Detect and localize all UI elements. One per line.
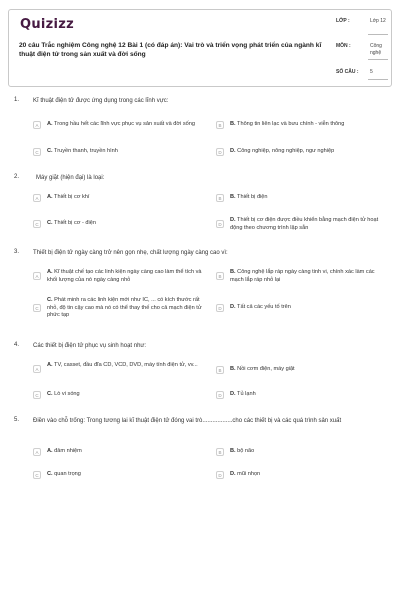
subject-value: Công nghệ	[370, 43, 382, 56]
question-number: 3.	[14, 249, 20, 255]
option-text: Tủ lạnh	[237, 391, 256, 397]
question-text: Thiết bị điện tử ngày càng trở nên gọn nhẹ, chất lượng ngày càng cao vì:	[33, 250, 228, 256]
option-letter-box: C	[33, 220, 41, 228]
question-text: Máy giặt (hiện đại) là loại:	[36, 175, 105, 181]
question-number: 2.	[14, 174, 20, 180]
class-label: LỚP :	[336, 18, 350, 24]
option-letter-box: C	[33, 304, 41, 312]
option-letter-box: A	[33, 272, 41, 280]
option-text: Thiết bị cơ - điện	[54, 220, 96, 226]
worksheet-title: 20 câu Trắc nghiệm Công nghệ 12 Bài 1 (có đáp án): Vai trò và triển vọng phát triển của ngành kĩ thuật điện tử trong sản xuất và đời sống	[19, 42, 322, 58]
quizizz-logo: Quizizz	[20, 17, 75, 32]
worksheet-meta	[331, 10, 393, 88]
question-number: 5.	[14, 417, 20, 423]
option-letter-box: A	[33, 448, 41, 456]
option-text: Thiết bị cơ điện được điều khiển bằng mạch điện tử hoạt động theo chương trình lập sẵn	[230, 217, 379, 231]
option-text: bộ não	[237, 448, 255, 454]
count-label: SỐ CÂU :	[336, 69, 359, 75]
option-letter-box: D	[216, 391, 224, 399]
option-text: Trong hầu hết các lĩnh vực phục vụ sản xuất và đời sống	[54, 121, 195, 127]
question-text: Điền vào chỗ trống: Trong tương lai kĩ thuật điện tử đóng vai trò..................cho các thiết bị và các quá trình sản xuất	[33, 418, 342, 424]
option-text: Truyền thanh, truyền hình	[54, 148, 118, 154]
question-text: Kĩ thuật điện tử được ứng dụng trong các lĩnh vực:	[33, 98, 169, 104]
option-text: Thông tin liên lạc và bưu chính - viễn thông	[237, 121, 345, 127]
option-letter-box: B	[216, 272, 224, 280]
option-letter-box: B	[216, 448, 224, 456]
option-text: Tất cả các yếu tố trên	[237, 304, 291, 310]
option-text: Thiết bị cơ khí	[54, 194, 90, 200]
option-letter-box: C	[33, 471, 41, 479]
option-letter-box: D	[216, 471, 224, 479]
option-text: Phát minh ra các linh kiện mới như IC, ... có kích thước rất nhỏ, độ tin cậy cao mà nó có thể thay thế cho cả mạch điện tử phức tạp	[47, 297, 202, 318]
option-letter-box: C	[33, 391, 41, 399]
worksheet-page: Quizizz 20 câu Trắc nghiệm Công nghệ 12 Bài 1 (có đáp án): Vai trò và triển vọng phát triển của ngành kĩ thuật điện tử trong sản xuất và đời sống LỚP : Lớp 12 MÔN : Công nghệ SỐ CÂU : 5 1. Kĩ thuật điện tử được ứng dụng trong các lĩnh vực: A A. Trong hầu hết các lĩnh vực phục vụ sản xuất và đời sống B B. Thông tin liên lạc và bưu chính - viễn thông C C. Truyền thanh, truyền hình D D. Công nghiệp, nông nghiệp, ngư nghiệp 2. Máy giặt (hiện đại) là loại: A A. Thiết bị cơ khí B B. Thiết bị điện C C. Thiết bị cơ - điện D D. Thiết bị cơ điện được điều khiển bằng mạch điện tử hoạt động theo chương trình lập sẵn 3. Thiết bị điện tử ngày càng trở nên gọn nhẹ, chất lượng ngày càng cao vì: A A. Kĩ thuật chế tạo các linh kiện ngày càng cao làm thể tích và khối lượng của nó ngày càng nhỏ B B. Công nghệ lắp ráp ngày càng tinh vi, chính xác làm các mạch lắp ráp nhỏ lại C C. Phát minh ra các linh kiện mới như IC, ... có kích thước rất nhỏ, độ tin cậy cao mà nó có thể thay thế cho cả mạch điện tử phức tạp D D. Tất cả các yếu tố trên 4. Các thiết bị điện tử phục vụ sinh hoạt như: A A. TV, casset, đầu đĩa CD, VCD, DVD, máy tính điện tử, vv... B B. Nồi cơm điện, máy giặt C C. Lò vi sóng D D. Tủ lạnh 5. Điền vào chỗ trống: Trong tương lai kĩ thuật điện tử đóng vai trò..................cho các thiết bị và các quá trình sản xuất A A. đảm nhiệm B B. bộ não C C. quan trọng D D. mũi nhọn	[0, 0, 400, 600]
option-text: Công nghệ lắp ráp ngày càng tinh vi, chính xác làm các mạch lắp ráp nhỏ lại	[230, 269, 375, 283]
option-letter-box: D	[216, 304, 224, 312]
option-text: quan trọng	[54, 471, 81, 477]
option-text: Nồi cơm điện, máy giặt	[237, 366, 295, 372]
option-text: Thiết bị điện	[237, 194, 268, 200]
option-letter-box: A	[33, 365, 41, 373]
option-text: Kĩ thuật chế tạo các linh kiện ngày càng cao làm thể tích và khối lượng của nó ngày càng nhỏ	[47, 269, 202, 283]
option-letter-box: D	[216, 148, 224, 156]
question-text: Các thiết bị điện tử phục vụ sinh hoạt như:	[33, 343, 147, 349]
option-text: đảm nhiệm	[54, 448, 82, 454]
worksheet-header	[8, 9, 392, 87]
option-text: mũi nhọn	[237, 471, 261, 477]
option-letter-box: B	[216, 366, 224, 374]
option-letter-box: A	[33, 194, 41, 202]
subject-label: MÔN :	[336, 43, 351, 49]
option-text: TV, casset, đầu đĩa CD, VCD, DVD, máy tính điện tử, vv...	[54, 362, 198, 368]
question-number: 4.	[14, 342, 20, 348]
option-letter-box: B	[216, 194, 224, 202]
option-letter-box: A	[33, 121, 41, 129]
option-letter-box: D	[216, 220, 224, 228]
option-letter-box: B	[216, 121, 224, 129]
class-underline	[368, 34, 388, 35]
question-number: 1.	[14, 97, 20, 103]
option-text: Công nghiệp, nông nghiệp, ngư nghiệp	[237, 148, 335, 154]
count-underline	[368, 79, 388, 80]
option-text: Lò vi sóng	[54, 391, 80, 397]
count-value: 5	[370, 69, 373, 75]
option-letter-box: C	[33, 148, 41, 156]
subject-underline	[368, 59, 388, 60]
class-value: Lớp 12	[370, 18, 386, 24]
